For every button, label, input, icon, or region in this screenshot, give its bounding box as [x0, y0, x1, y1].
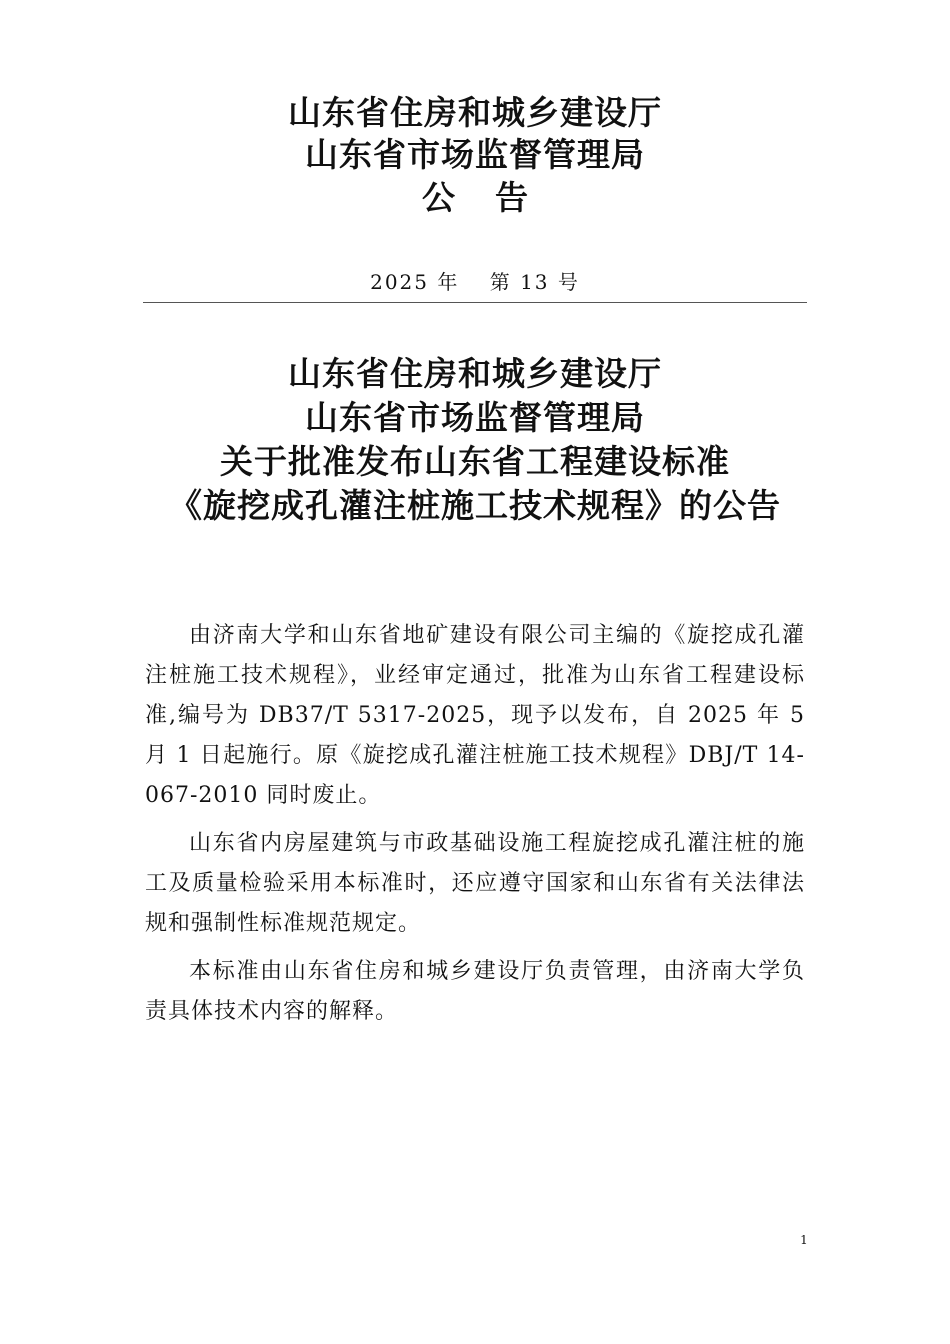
issue-number: 2025 年 第 13 号 [370, 270, 580, 294]
announcement-heading: 公告 [422, 178, 568, 217]
announcement-body [145, 616, 805, 1040]
body-paragraph: 本标准由山东省住房和城乡建设厅负责管理，由济南大学负责具体技术内容的解释。 [145, 959, 805, 1024]
issuing-authorities-header [0, 92, 950, 220]
body-paragraph: 由济南大学和山东省地矿建设有限公司主编的《旋挖成孔灌注桩施工技术规程》，业经审定通过，批准为山东省工程建设标准,编号为 DB37/T 5317-2025，现予以发布，自 2025 年 5 月 1 日起施行。原《旋挖成孔灌注桩施工技术规程》DBJ/T 14-067-2010 同时废止。 [145, 623, 805, 808]
header-divider [143, 302, 807, 303]
title-line-2: 山东省市场监督管理局 [305, 398, 645, 437]
authority-name-housing: 山东省住房和城乡建设厅 [288, 93, 662, 132]
document-title [0, 352, 950, 528]
title-line-1: 山东省住房和城乡建设厅 [288, 354, 662, 393]
authority-name-market: 山东省市场监督管理局 [305, 135, 645, 174]
body-paragraph: 山东省内房屋建筑与市政基础设施工程旋挖成孔灌注桩的施工及质量检验采用本标准时，还应遵守国家和山东省有关法律法规和强制性标准规范规定。 [145, 831, 805, 936]
title-line-3: 关于批准发布山东省工程建设标准 [220, 442, 730, 481]
title-line-4: 《旋挖成孔灌注桩施工技术规程》的公告 [169, 486, 781, 525]
page-number: 1 [800, 1233, 808, 1247]
